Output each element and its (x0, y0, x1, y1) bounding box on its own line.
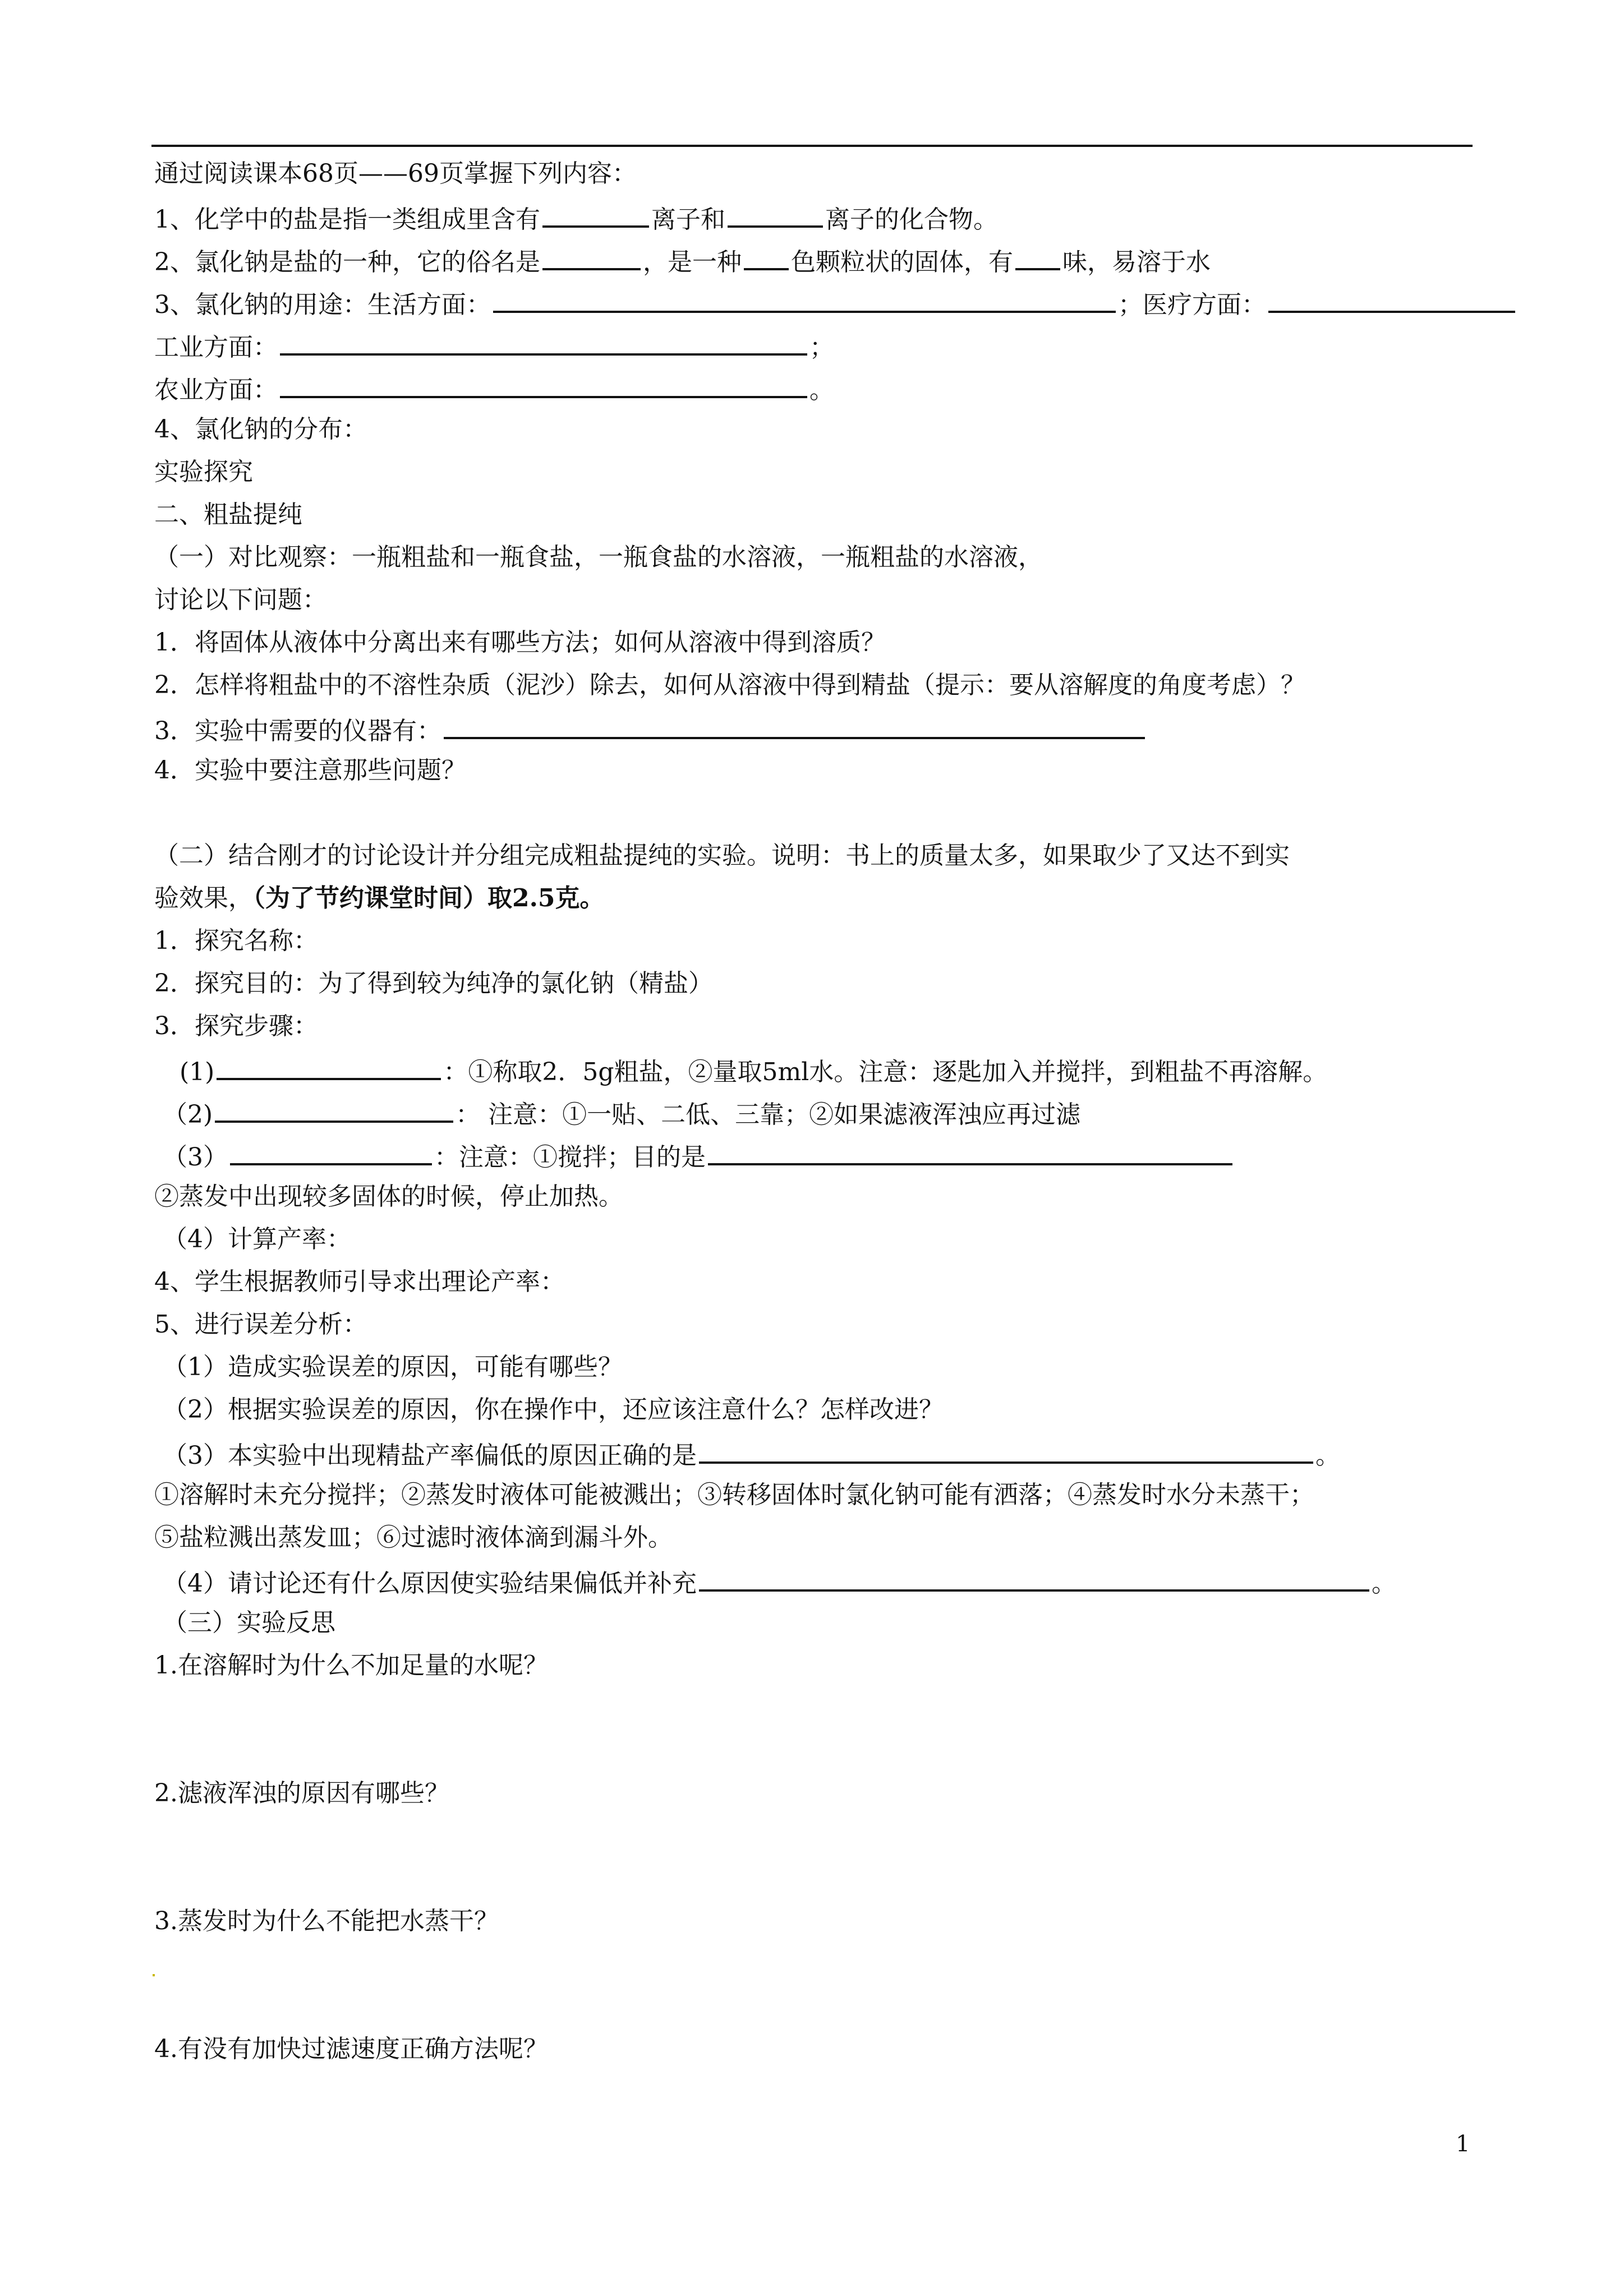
paragraph-line: ②蒸发中出现较多固体的时候，停止加热。 (154, 1182, 623, 1211)
section-heading: 实验探究 (154, 458, 253, 486)
header-rule (151, 145, 1473, 147)
step-2: （2) ： 注意：①一贴、二低、三靠；②如果滤液浑浊应再过滤 (163, 1095, 1080, 1128)
blank-field[interactable] (1015, 242, 1060, 270)
reflection-question: 3.蒸发时为什么不能把水蒸干？ (154, 1907, 499, 1935)
analysis-item: （4）请讨论还有什么原因使实验结果偏低并补充 。 (163, 1564, 1396, 1597)
reflection-question: 1.在溶解时为什么不加足量的水呢？ (154, 1651, 548, 1680)
page-number: 1 (1456, 2131, 1470, 2157)
question-3-agriculture: 农业方面： 。 (154, 370, 834, 404)
section-heading: （三）实验反思 (163, 1608, 335, 1637)
intro-line: 通过阅读课本68页——69页掌握下列内容： (154, 159, 637, 188)
paragraph-line: （二）结合刚才的讨论设计并分组完成粗盐提纯的实验。说明：书上的质量太多，如果取少了又达不到实 (154, 841, 1290, 870)
question-1: 1、化学中的盐是指一类组成里含有 离子和 离子的化合物。 (154, 200, 998, 233)
step-1: (1) ：①称取2．5g粗盐，②量取5ml水。注意：逐匙加入并搅拌，到粗盐不再溶解。 (180, 1052, 1327, 1086)
reflection-question: 2.滤液浑浊的原因有哪些？ (154, 1779, 449, 1808)
analysis-item: （3）本实验中出现精盐产率偏低的原因正确的是 。 (163, 1436, 1340, 1469)
inquiry-item: 2．探究目的：为了得到较为纯净的氯化钠（精盐） (154, 969, 713, 998)
paragraph-line: （一）对比观察：一瓶粗盐和一瓶食盐，一瓶食盐的水溶液，一瓶粗盐的水溶液， (154, 543, 1043, 571)
blank-field[interactable] (1268, 285, 1515, 313)
blank-field[interactable] (708, 1137, 1232, 1165)
blank-field[interactable] (699, 1564, 1369, 1592)
blank-field[interactable] (280, 328, 807, 356)
blank-field[interactable] (744, 242, 789, 270)
paragraph-line: 讨论以下问题： (154, 585, 327, 614)
discussion-item: 1．将固体从液体中分离出来有哪些方法；如何从溶液中得到溶质？ (154, 628, 886, 657)
blank-field[interactable] (493, 285, 1116, 313)
blank-field[interactable] (542, 242, 641, 270)
section-heading: 二、粗盐提纯 (154, 500, 302, 529)
blank-field[interactable] (230, 1137, 432, 1165)
paragraph-line: （4）计算产率： (163, 1225, 351, 1253)
reflection-question: 4.有没有加快过滤速度正确方法呢？ (154, 2035, 548, 2063)
question-3-industry: 工业方面： ； (154, 328, 834, 361)
blank-field[interactable] (444, 711, 1145, 739)
inquiry-item: 1．探究名称： (154, 926, 318, 955)
options-line: ⑤盐粒溅出蒸发皿；⑥过滤时液体滴到漏斗外。 (154, 1523, 673, 1552)
paragraph-line: 5、进行误差分析： (154, 1310, 367, 1339)
paragraph-line: 4、学生根据教师引导求出理论产率： (154, 1267, 565, 1296)
blank-field[interactable] (542, 200, 649, 228)
analysis-item: （2）根据实验误差的原因，你在操作中，还应该注意什么？怎样改进？ (163, 1395, 944, 1424)
blank-field[interactable] (217, 1052, 441, 1080)
question-4: 4、氯化钠的分布： (154, 415, 367, 444)
stray-mark (153, 1974, 155, 1976)
question-3: 3、氯化钠的用途：生活方面： ；医疗方面： (154, 285, 1517, 319)
blank-field[interactable] (699, 1436, 1313, 1464)
question-2: 2、氯化钠是盐的一种，它的俗名是 ，是一种 色颗粒状的固体，有 味，易溶于水 (154, 242, 1211, 276)
discussion-item: 2．怎样将粗盐中的不溶性杂质（泥沙）除去，如何从溶液中得到精盐（提示：要从溶解度的角度考虑）？ (154, 671, 1305, 699)
step-3: （3） ：注意：①搅拌；目的是 (163, 1137, 1235, 1171)
blank-field[interactable] (728, 200, 823, 228)
blank-field[interactable] (215, 1095, 453, 1123)
discussion-item: 4．实验中要注意那些问题？ (154, 756, 466, 785)
paragraph-line: 验效果，（为了节约课堂时间）取2.5克。 (154, 884, 605, 912)
options-line: ①溶解时未充分搅拌；②蒸发时液体可能被溅出；③转移固体时氯化钠可能有洒落；④蒸发时水分未蒸干； (154, 1481, 1314, 1509)
discussion-item: 3．实验中需要的仪器有： (154, 711, 1147, 745)
analysis-item: （1）造成实验误差的原因，可能有哪些？ (163, 1353, 623, 1381)
blank-field[interactable] (280, 370, 807, 398)
inquiry-item: 3．探究步骤： (154, 1012, 318, 1040)
